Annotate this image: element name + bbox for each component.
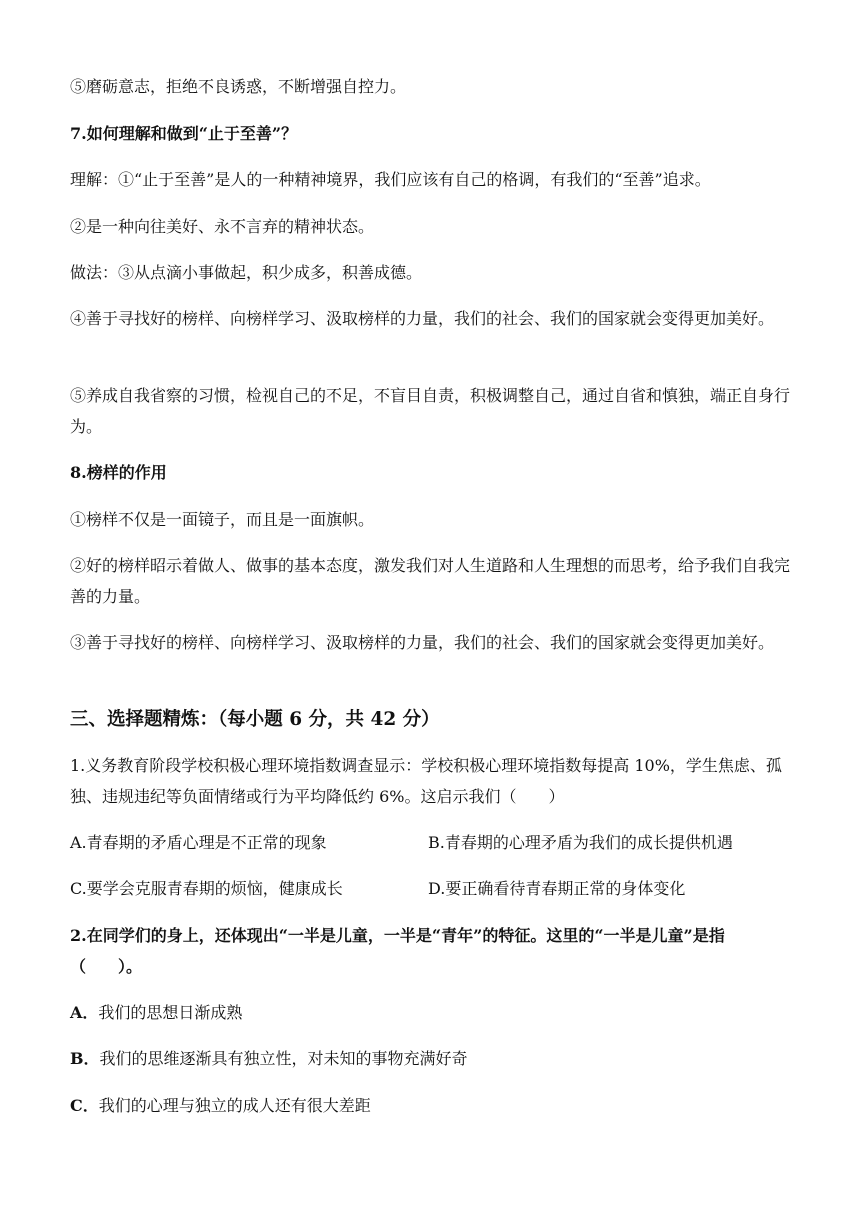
- question-7-understanding-2: ②是一种向往美好、永不言弃的精神状态。: [70, 217, 375, 236]
- choice-q1-option-b: B.青春期的心理矛盾为我们的成长提供机遇: [428, 833, 733, 852]
- option-letter: C．: [70, 1096, 99, 1115]
- question-8-title: 8.榜样的作用: [70, 463, 167, 482]
- choice-q1-option-a: A.青春期的矛盾心理是不正常的现象: [70, 833, 327, 852]
- choice-q2-option-a: [70, 997, 796, 1028]
- choice-q2-option-b: [70, 1043, 796, 1074]
- question-8-point-2: ②好的榜样昭示着做人、做事的基本态度，激发我们对人生道路和人生理想的而思考，给予我们自我完善的力量。: [70, 556, 791, 606]
- option-text: 我们的心理与独立的成人还有很大差距: [98, 1096, 371, 1115]
- option-text: 我们的思想日渐成熟: [98, 1003, 243, 1022]
- text-line: ⑤磨砺意志，拒绝不良诱惑，不断增强自控力。: [70, 77, 407, 96]
- choice-q1-option-d: D.要正确看待青春期正常的身体变化: [428, 879, 686, 898]
- question-7-method-3: 做法：③从点滴小事做起，积少成多，积善成德。: [70, 263, 423, 282]
- choice-q2-stem: 2.在同学们的身上，还体现出“一半是儿童，一半是“青年”的特征。这里的“一半是儿童”是指（ ）。: [70, 926, 725, 976]
- option-letter: A．: [70, 1003, 99, 1022]
- question-8-point-3: ③善于寻找好的榜样、向榜样学习、汲取榜样的力量，我们的社会、我们的国家就会变得更加美好。: [70, 633, 775, 652]
- choice-q1-stem: 1.义务教育阶段学校积极心理环境指数调查显示：学校积极心理环境指数每提高 10%，学生焦虑、孤独、违规违纪等负面情绪或行为平均降低约 6%。这启示我们（ ）: [70, 756, 782, 806]
- option-letter: B．: [70, 1049, 100, 1068]
- option-text: 我们的思维逐渐具有独立性，对未知的事物充满好奇: [99, 1049, 468, 1068]
- choice-q1-option-c: C.要学会克服青春期的烦恼，健康成长: [70, 879, 343, 898]
- question-7-understanding-1: 理解：①“止于至善”是人的一种精神境界，我们应该有自己的格调，有我们的“至善”追求。: [70, 170, 711, 189]
- choice-q2-option-c: [70, 1090, 796, 1121]
- question-7-title: 7.如何理解和做到“止于至善”？: [70, 124, 298, 143]
- question-7-method-5: ⑤养成自我省察的习惯，检视自己的不足，不盲目自责，积极调整自己，通过自省和慎独，端正自身行为。: [70, 386, 791, 436]
- question-8-point-1: ①榜样不仅是一面镜子，而且是一面旗帜。: [70, 510, 375, 529]
- question-7-method-4: ④善于寻找好的榜样、向榜样学习、汲取榜样的力量，我们的社会、我们的国家就会变得更加美好。: [70, 309, 775, 328]
- section-3-heading: 三、选择题精炼：（每小题 6 分，共 42 分）: [70, 709, 440, 730]
